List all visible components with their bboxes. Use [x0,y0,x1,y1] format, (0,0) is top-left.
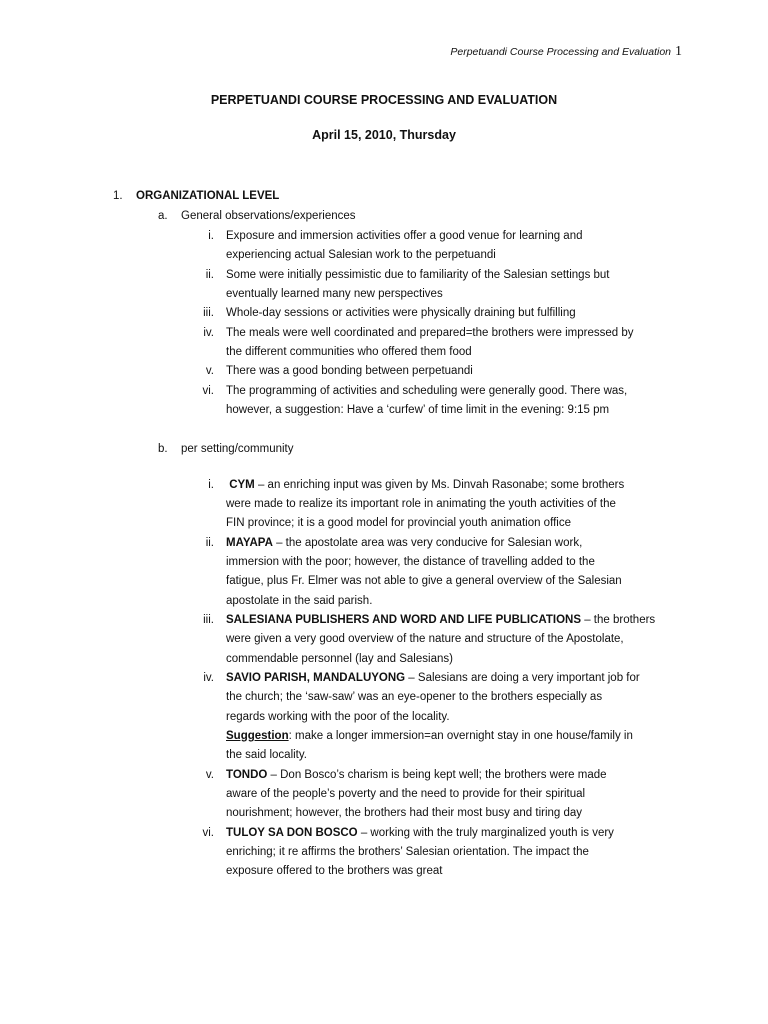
list-item-number: vi. [202,385,214,397]
list-item-line: There was a good bonding between perpetuandi [226,365,473,377]
list-item-line [226,766,607,786]
list-item-number: iv. [203,327,214,339]
subsection-heading: General observations/experiences [181,210,356,222]
subsection-letter: b. [158,443,168,455]
document-date: April 15, 2010, Thursday [312,128,456,142]
list-item-line: regards working with the poor of the locality. [226,711,450,723]
setting-text: – the brothers [581,614,656,626]
list-item-line: enriching; it re affirms the brothers’ Salesian orientation. The impact the [226,846,589,858]
list-item-line: aware of the people’s poverty and the need to provide for their spiritual [226,788,586,800]
list-item-line: FIN province; it is a good model for provincial youth animation office [226,517,571,529]
list-item-line: however, a suggestion: Have a ‘curfew’ of time limit in the evening: 9:15 pm [226,404,610,416]
list-item-line: experiencing actual Salesian work to the perpetuandi [226,249,496,261]
subsection-heading: per setting/community [181,443,294,455]
list-item-line: commendable personnel (lay and Salesians) [226,653,453,665]
suggestion-text: : make a longer immersion=an overnight stay in one house/family in [288,730,633,742]
setting-name: SAVIO PARISH, MANDALUYONG [226,672,406,684]
running-title: Perpetuandi Course Processing and Evaluation [450,46,671,58]
suggestion-line [226,727,633,747]
setting-name: TONDO [226,769,268,781]
setting-name: SALESIANA PUBLISHERS AND WORD AND LIFE PUBLICATIONS [226,614,582,626]
list-item-line: Some were initially pessimistic due to familiarity of the Salesian settings but [226,269,610,281]
list-item-number: iii. [203,614,214,626]
list-item-number: i. [208,230,214,242]
list-item-line: Whole-day sessions or activities were physically draining but fulfilling [226,307,576,319]
list-item-line [226,476,624,496]
list-item-line: exposure offered to the brothers was great [226,865,443,877]
list-item-number: vi. [202,827,214,839]
list-item-line: were made to realize its important role in animating the youth activities of the [226,498,616,510]
list-item-line: the church; the ‘saw-saw’ was an eye-opener to the brothers especially as [226,691,603,703]
list-item-line: immersion with the poor; however, the distance of travelling added to the [226,556,595,568]
list-item-line: nourishment; however, the brothers had their most busy and tiring day [226,807,583,819]
list-item-number: ii. [205,537,214,549]
section-heading: ORGANIZATIONAL LEVEL [136,190,280,202]
setting-text: – Don Bosco’s charism is being kept well; the brothers were made [267,769,607,781]
list-item-line: apostolate in the said parish. [226,595,373,607]
setting-name: CYM [229,479,255,491]
list-item-number: v. [205,769,214,781]
section-number: 1. [113,190,123,202]
list-item-line: were given a very good overview of the nature and structure of the Apostolate, [226,633,624,645]
setting-text: – Salesians are doing a very important job for [405,672,640,684]
list-item-line: the different communities who offered them food [226,346,472,358]
list-item-line: The meals were well coordinated and prepared=the brothers were impressed by [226,327,634,339]
list-item-number: i. [208,479,214,491]
list-item-line: The programming of activities and scheduling were generally good. There was, [226,385,628,397]
setting-text: – the apostolate area was very conducive for Salesian work, [272,537,583,549]
list-item-number: v. [205,365,214,377]
setting-name: TULOY SA DON BOSCO [226,827,358,839]
list-item-line [226,534,582,554]
list-item-number: ii. [205,269,214,281]
document-title: PERPETUANDI COURSE PROCESSING AND EVALUATION [210,93,558,107]
list-item-number: iv. [203,672,214,684]
list-item-line [226,611,655,631]
list-item-line [226,824,614,844]
setting-text: – working with the truly marginalized youth is very [357,827,614,839]
suggestion-line: the said locality. [226,749,307,761]
setting-name: MAYAPA [226,537,273,549]
list-item-number: iii. [203,307,214,319]
list-item-line: Exposure and immersion activities offer a good venue for learning and [226,230,583,242]
setting-text: – an enriching input was given by Ms. Dinvah Rasonabe; some brothers [254,479,625,491]
subsection-letter: a. [158,210,168,222]
page-number: 1 [675,44,682,59]
suggestion-label: Suggestion [226,730,289,742]
running-header [450,44,682,60]
list-item-line: eventually learned many new perspectives [226,288,443,300]
list-item-line [226,669,640,689]
list-item-line: fatigue, plus Fr. Elmer was not able to give a general overview of the Salesian [226,575,622,587]
